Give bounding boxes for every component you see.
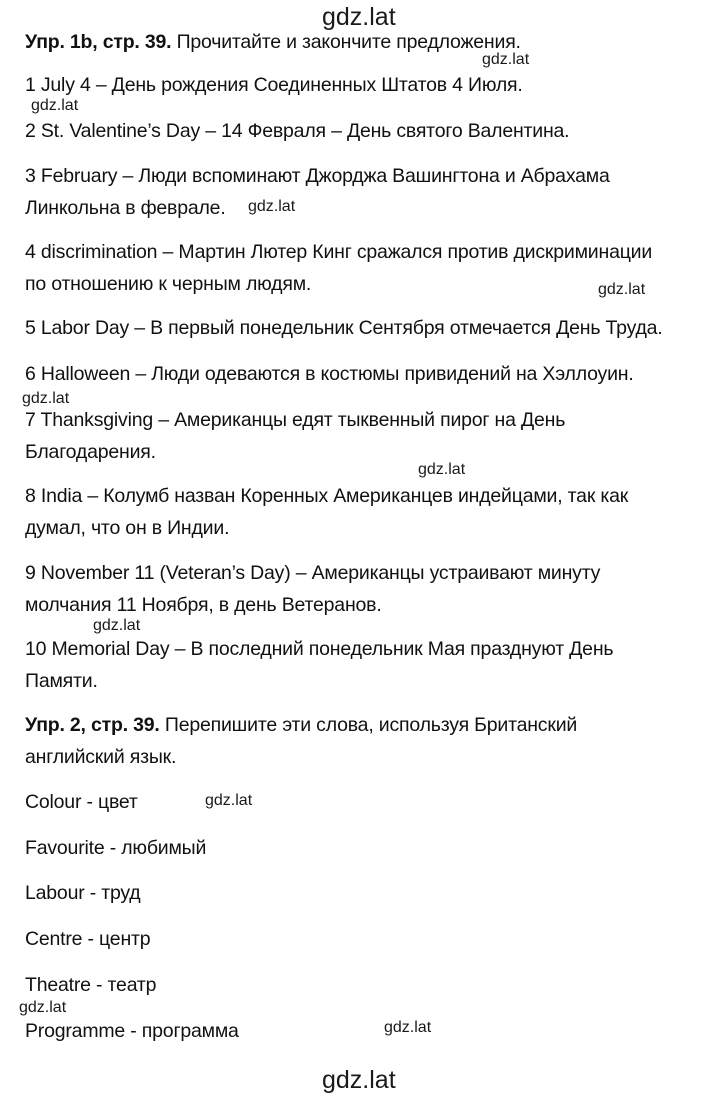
word-pair: Centre - центр	[25, 928, 151, 950]
word-pair: Favourite - любимый	[25, 837, 207, 859]
watermark: gdz.lat	[418, 461, 466, 478]
word-pair: Labour - труд	[25, 882, 141, 904]
watermark: gdz.lat	[482, 51, 530, 68]
answer-line: 1 July 4 – День рождения Соединенных Штатов 4 Июля.	[25, 74, 523, 96]
word-pair: Theatre - театр	[25, 974, 157, 996]
watermark: gdz.lat	[31, 97, 79, 114]
answer-line: думал, что он в Индии.	[25, 517, 230, 539]
watermark-top: gdz.lat	[322, 3, 396, 31]
answer-line: 5 Labor Day – В первый понедельник Сентября отмечается День Труда.	[25, 317, 663, 339]
watermark: gdz.lat	[22, 390, 70, 407]
watermark-bottom: gdz.lat	[322, 1066, 396, 1094]
exercise-2-number: Упр. 2, стр. 39.	[25, 714, 160, 736]
answer-line: 2 St. Valentine’s Day – 14 Февраля – День святого Валентина.	[25, 120, 570, 142]
exercise-2-heading-continued: английский язык.	[25, 746, 177, 768]
exercise-1-heading	[25, 30, 521, 54]
exercise-1-instruction: Прочитайте и закончите предложения.	[171, 31, 521, 53]
watermark: gdz.lat	[598, 281, 646, 298]
answer-line: Благодарения.	[25, 441, 156, 463]
watermark: gdz.lat	[19, 999, 67, 1016]
word-pair: Programme - программа	[25, 1020, 239, 1042]
exercise-1-number: Упр. 1b, стр. 39.	[25, 31, 172, 53]
answer-line: Памяти.	[25, 670, 98, 692]
answer-line: Линкольна в феврале.	[25, 197, 226, 219]
watermark: gdz.lat	[384, 1019, 432, 1036]
exercise-2-instruction: Перепишите эти слова, используя Британский	[159, 714, 578, 736]
answer-line: 8 India – Колумб назван Коренных Американцев индейцами, так как	[25, 485, 629, 507]
answer-line: молчания 11 Ноября, в день Ветеранов.	[25, 594, 382, 616]
word-pair: Colour - цвет	[25, 791, 138, 813]
answer-line: 9 November 11 (Veteran’s Day) – Американцы устраивают минуту	[25, 562, 601, 584]
watermark: gdz.lat	[93, 617, 141, 634]
exercise-2-heading	[25, 713, 577, 737]
watermark: gdz.lat	[248, 198, 296, 215]
answer-line: 6 Halloween – Люди одеваются в костюмы привидений на Хэллоуин.	[25, 363, 634, 385]
watermark: gdz.lat	[205, 792, 253, 809]
answer-line: 4 discrimination – Мартин Лютер Кинг сражался против дискриминации	[25, 241, 653, 263]
answer-line: по отношению к черным людям.	[25, 273, 312, 295]
answer-line: 3 February – Люди вспоминают Джорджа Вашингтона и Абрахама	[25, 165, 610, 187]
answer-line: 7 Thanksgiving – Американцы едят тыквенный пирог на День	[25, 409, 566, 431]
answer-line: 10 Memorial Day – В последний понедельник Мая празднуют День	[25, 638, 614, 660]
